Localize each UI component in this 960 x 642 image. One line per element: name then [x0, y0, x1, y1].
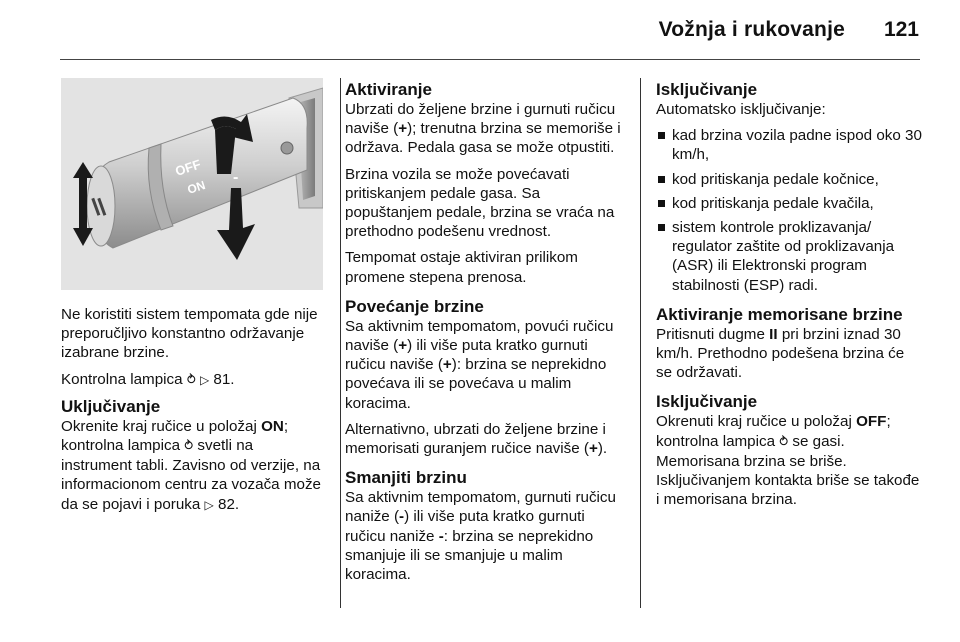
section-heading: Isključivanje [656, 392, 758, 412]
section-heading: Uključivanje [61, 396, 161, 416]
list-item: kod pritiskanja pedale kočnice, [656, 170, 924, 189]
section-increase-speed [345, 297, 627, 458]
section-heading: Aktiviranje [345, 80, 432, 99]
page-header [0, 0, 960, 62]
off-label: OFF [173, 156, 203, 179]
section-reduce-speed [345, 468, 627, 584]
section-body: Okrenite kraj ručice u položaj ON; kontrolna lampica ⥁ svetli na instrument tabli. Zavisno od verzije, na informacionom centru za vozača može da se pojavi i poruka ▷ 82. [61, 417, 321, 513]
section-switching-on [61, 397, 323, 515]
section-switching-off [656, 392, 924, 509]
section-body: Sa aktivnim tempomatom, gurnuti ručicu naniže (-) ili više puta kratko gurnuti ručicu naniže -: brzina se neprekidno smanjuje ili se smanjuje u malim koracima. [345, 489, 616, 584]
cruise-control-light-icon: ⥁ [184, 439, 194, 455]
column-3 [656, 78, 924, 516]
column-1 [61, 78, 323, 522]
section-body: Alternativno, ubrzati do željene brzine i memorisati guranjem ručice naviše (+). [345, 420, 608, 458]
section-deactivation-auto [656, 80, 924, 295]
section-activation [345, 80, 627, 287]
section-body: Pritisnuti dugme II pri brzini iznad 30 km/h. Prethodno podešena brzina će se održavati. [656, 325, 905, 382]
header-divider [60, 59, 920, 60]
on-label: ON [185, 177, 208, 197]
section-intro: Automatsko isključivanje: [656, 101, 826, 118]
column-divider-1 [340, 78, 341, 608]
section-body: Okrenuti kraj ručice u položaj OFF; kontrolna lampica ⥁ se gasi. Memorisana brzina se briše. Isključivanjem kontakta briše se takođe i memorisana brzina. [656, 413, 920, 509]
page-reference[interactable]: 81. [213, 370, 235, 388]
intro-block [61, 305, 323, 390]
section-heading: Aktiviranje memorisane brzine [656, 304, 903, 324]
page-reference[interactable]: 82. [218, 495, 240, 513]
list-item: kad brzina vozila padne ispod oko 30 km/h, [656, 126, 924, 164]
section-heading: Isključivanje [656, 80, 758, 99]
section-body: Ubrzati do željene brzine i gurnuti ručicu naviše (+); trenutna brzina se memoriše i održava. Pedala gasa se može otpustiti. [345, 101, 621, 157]
section-body: Tempomat ostaje aktiviran prilikom promene stepena prenosa. [345, 249, 578, 286]
cruise-control-lever-illustration [61, 78, 323, 290]
list-item: kod pritiskanja pedale kvačila, [656, 194, 924, 213]
minus-label: - [233, 169, 239, 186]
section-title: Vožnja i rukovanje [658, 18, 845, 41]
column-2 [345, 78, 627, 591]
section-heading: Smanjiti brzinu [345, 468, 467, 488]
hold-button-icon: II [769, 325, 778, 343]
list-item: sistem kontrole proklizavanja/ regulator zaštite od proklizavanja (ASR) ili Elektronski program stabilnosti (ESP) radi. [656, 218, 924, 295]
cruise-control-light-icon: ⥁ [779, 434, 789, 450]
section-heading: Povećanje brzine [345, 296, 484, 316]
section-resume-speed [656, 305, 924, 383]
lever-drawing [61, 78, 323, 290]
page-number: 121 [883, 18, 919, 41]
cruise-control-light-icon: ⥁ [186, 372, 196, 388]
column-divider-2 [640, 78, 641, 608]
page-reference-icon: ▷ [204, 497, 214, 512]
intro-paragraph: Ne koristiti sistem tempomata gde nije preporučljivo konstantno održavanje izabrane brzine. [61, 306, 318, 362]
page-reference-icon: ▷ [199, 372, 210, 387]
deactivation-list [656, 126, 924, 295]
section-body: Sa aktivnim tempomatom, povući ručicu naviše (+) ili više puta kratko gurnuti ručicu naviše (+): brzina se neprekidno povećava ili se povećava u malim koracima. [345, 317, 614, 412]
warning-light-reference: Kontrolna lampica ⥁ ▷ 81. [61, 370, 235, 388]
section-body: Brzina vozila se može povećavati pritiskanjem pedale gasa. Sa popuštanjem pedale, brzina se vraća na prethodno podešenu vrednost. [345, 165, 615, 241]
